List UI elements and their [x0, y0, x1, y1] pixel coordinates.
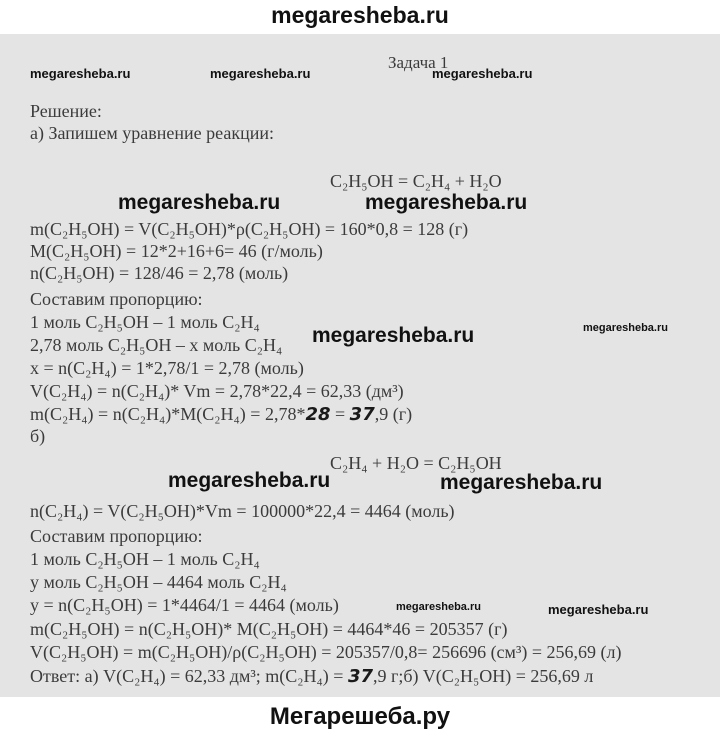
equals-sign: =	[330, 404, 350, 424]
task-title: Задача 1	[388, 53, 449, 72]
watermark: megaresheba.ru	[168, 469, 331, 492]
line-y-value: у = n(C₂H₅OH) = 1*4464/1 = 4464 (моль)	[30, 595, 339, 615]
line-ratio-1: 1 моль C₂H₅OH – 1 моль C₂H₄	[30, 312, 260, 332]
answer-line	[30, 665, 593, 688]
watermark: megaresheba.ru	[312, 324, 475, 347]
line-moles-ethylene: n(C₂H₄) = V(C₂H₅OH)*Vm = 100000*22,4 = 4464 (моль)	[30, 501, 455, 521]
watermark: megaresheba.ru	[210, 66, 311, 81]
reaction-equation-2: C₂H₄ + H₂O = C₂H₅OH	[330, 453, 502, 473]
watermark: megaresheba.ru	[548, 602, 649, 617]
watermark: megaresheba.ru	[432, 66, 533, 81]
line-ratio-2: 2,78 моль C₂H₅OH – х моль C₂H₄	[30, 335, 283, 355]
handwritten-correction: 28	[305, 404, 331, 425]
line-ratio-3: 1 моль C₂H₅OH – 1 моль C₂H₄	[30, 549, 260, 569]
line-mass-ethylene	[30, 403, 412, 426]
watermark: megaresheba.ru	[396, 601, 481, 613]
watermark: megaresheba.ru	[365, 191, 528, 214]
answer-part-a: Ответ: а) V(C₂H₄) = 62,33 дм³; m(C₂H₄) =	[30, 666, 348, 686]
line-ratio-4: у моль C₂H₅OH – 4464 моль C₂H₄	[30, 572, 287, 592]
line-mass-ethanol-b: m(C₂H₅OH) = n(C₂H₅OH)* M(C₂H₅OH) = 4464*46 = 205357 (г)	[30, 619, 508, 639]
answer-part-b: ,9 г;б) V(C₂H₅OH) = 256,69 л	[373, 666, 594, 686]
site-banner-bottom: Мегарешеба.ру	[0, 697, 720, 737]
watermark: megaresheba.ru	[440, 471, 603, 494]
watermark: megaresheba.ru	[118, 191, 281, 214]
line-proportion-a: Составим пропорцию:	[30, 289, 203, 309]
watermark: megaresheba.ru	[30, 66, 131, 81]
reaction-equation-1: C₂H₅OH = C₂H₄ + H₂O	[330, 171, 502, 191]
site-banner-top: megaresheba.ru	[0, 0, 720, 34]
watermark: megaresheba.ru	[583, 322, 668, 334]
solution-heading: Решение:	[30, 101, 102, 121]
handwritten-correction: 37	[349, 404, 375, 425]
line-proportion-b: Составим пропорцию:	[30, 526, 203, 546]
line-mass-ethanol: m(C₂H₅OH) = V(C₂H₅OH)*ρ(C₂H₅OH) = 160*0,8 = 128 (г)	[30, 219, 469, 239]
mass-expression: m(C₂H₄) = n(C₂H₄)*M(C₂H₄) = 2,78*	[30, 404, 306, 424]
line-molar-mass: M(C₂H₅OH) = 12*2+16+6= 46 (г/моль)	[30, 241, 323, 261]
mass-result: ,9 (г)	[374, 404, 413, 424]
line-x-value: х = n(C₂H₄) = 1*2,78/1 = 2,78 (моль)	[30, 358, 304, 378]
handwritten-correction: 37	[347, 666, 373, 687]
line-volume-ethylene: V(C₂H₄) = n(C₂H₄)* Vm = 2,78*22,4 = 62,33 (дм³)	[30, 381, 404, 401]
part-a-heading: а) Запишем уравнение реакции:	[30, 123, 274, 143]
scanned-page	[0, 34, 720, 697]
part-b-heading: б)	[30, 426, 46, 446]
line-moles-ethanol: n(C₂H₅OH) = 128/46 = 2,78 (моль)	[30, 263, 289, 283]
line-volume-ethanol: V(C₂H₅OH) = m(C₂H₅OH)/ρ(C₂H₅OH) = 205357/0,8= 256696 (см³) = 256,69 (л)	[30, 642, 622, 662]
